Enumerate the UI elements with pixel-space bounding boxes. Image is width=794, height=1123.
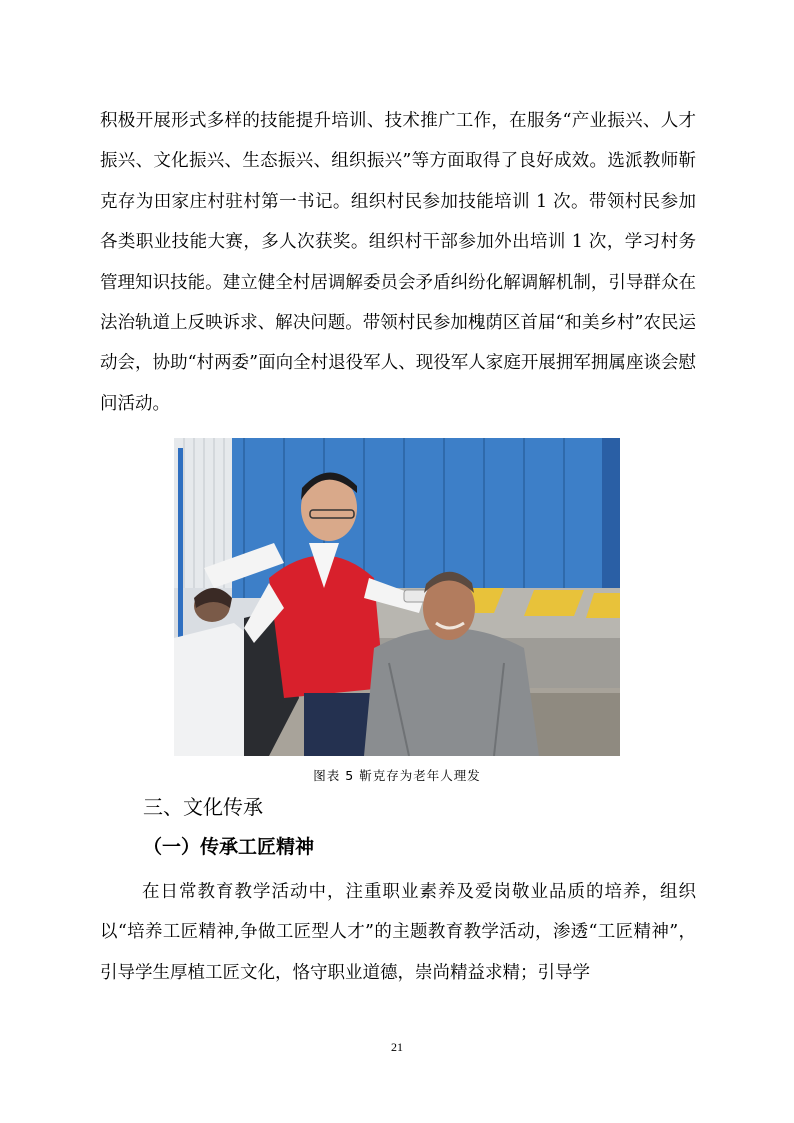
subsection-heading: （一）传承工匠精神: [143, 836, 315, 858]
photo-haircut: [174, 438, 620, 756]
figure-caption: 图表 5 靳克存为老年人理发: [313, 768, 481, 783]
section-heading: 三、文化传承: [143, 795, 263, 819]
body-paragraph-2: 在日常教育教学活动中，注重职业素养及爱岗敬业品质的培养，组织以“培养工匠精神,争做工匠型人才”的主题教育教学活动，渗透“工匠精神”，引导学生厚植工匠文化，恪守职业道德，崇尚精益求精；引导学: [100, 882, 696, 983]
body-paragraph-1: 积极开展形式多样的技能提升培训、技术推广工作，在服务“产业振兴、人才振兴、文化振兴、生态振兴、组织振兴”等方面取得了良好成效。选派教师靳克存为田家庄村驻村第一书记。组织村民参加技能培训 1 次。带领村民参加各类职业技能大赛，多人次获奖。组织村干部参加外出培训 1 次，学习村务管理知识技能。建立健全村居调解委员会矛盾纠纷化解调解机制，引导群众在法治轨道上反映诉求、解决问题。带领村民参加槐荫区首届“和美乡村”农民运动会，协助“村两委”面向全村退役军人、现役军人家庭开展拥军拥属座谈会慰问活动。: [100, 111, 696, 414]
page-number: 21: [391, 1040, 403, 1054]
